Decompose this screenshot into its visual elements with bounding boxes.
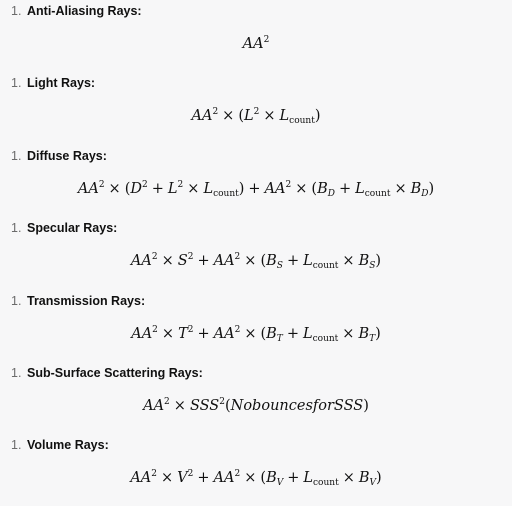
list-number: 1. [11,149,22,163]
list-item-anti-aliasing [0,0,512,72]
equation-volume: $AA^2 \times V^2 + AA^2 \times (B_V + L_{count} \times B_V)$ [130,469,382,488]
list-number: 1. [11,76,22,90]
list-item-specular [0,217,512,289]
list-number: 1. [11,366,22,380]
list-item-title: Transmission Rays: [27,294,146,308]
list-number: 1. [11,294,22,308]
equation-transmission: $AA^2 \times T^2 + AA^2 \times (B_T + L_{count} \times B_T)$ [131,325,381,344]
list-item-title: Volume Rays: [27,438,109,452]
list-item-heading [11,293,145,309]
list-item-heading [11,365,203,381]
list-item-title: Specular Rays: [27,221,118,235]
list-item-heading [11,148,107,164]
list-item-heading [11,220,117,236]
list-item-light [0,72,512,144]
equation-specular: $AA^2 \times S^2 + AA^2 \times (B_S + L_{count} \times B_S)$ [130,252,382,271]
list-item-heading [11,437,109,453]
list-item-heading [11,75,95,91]
list-item-title: Diffuse Rays: [27,149,107,163]
list-item-title: Sub-Surface Scattering Rays: [27,366,203,380]
list-number: 1. [11,438,22,452]
list-number: 1. [11,221,22,235]
list-item-title: Light Rays: [27,76,96,90]
list-item-volume [0,434,512,506]
list-item-title: Anti-Aliasing Rays: [27,4,142,18]
equation-sub-surface-scattering: $AA^2$ × $SSS^2(NobouncesforSSS)$ [143,397,369,414]
list-number: 1. [11,4,22,18]
list-item-transmission [0,290,512,362]
list-item-sub-surface-scattering [0,362,512,434]
equation-light: $AA^2 \times (L^2 \times L_{count})$ [191,107,321,126]
equation-diffuse: $AA^2 \times (D^2 + L^2 \times L_{count}) + AA^2 \times (B_D + L_{count} \times B_D)$ [77,180,435,199]
equation-anti-aliasing: $AA^2$ [242,35,270,52]
list-item-heading [11,3,142,19]
list-item-diffuse [0,145,512,217]
